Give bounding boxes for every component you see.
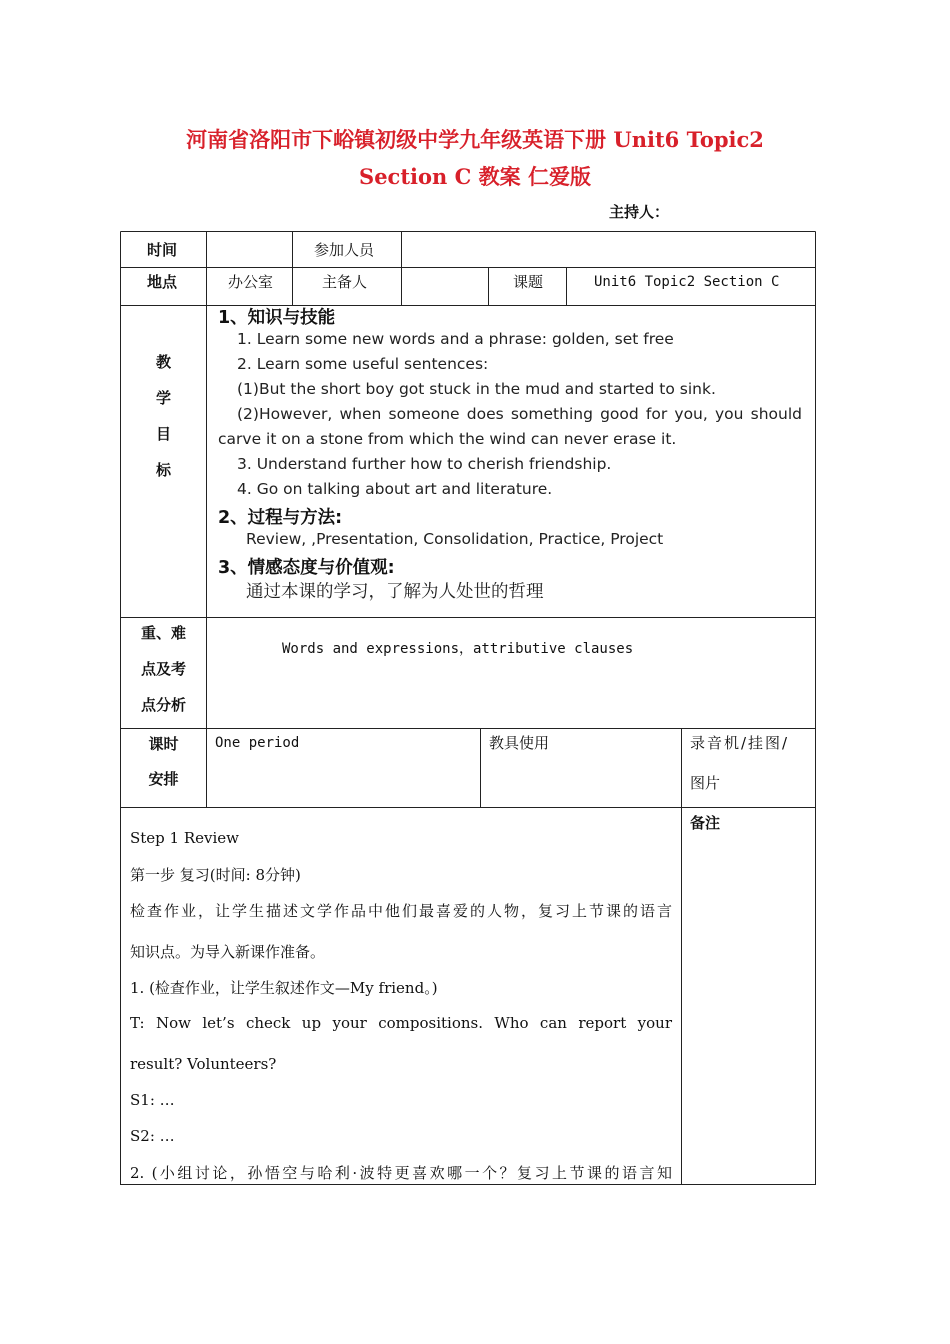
teacher-line: T: Now let’s check up your compositions. Who can report your <box>130 1014 672 1032</box>
process-line: Review, ,Presentation, Consolidation, Practice, Project <box>246 530 664 548</box>
attitude-line: 通过本课的学习，了解为人处世的哲理 <box>246 582 544 602</box>
objective-line: (2)However, when someone does something good for you, you should <box>237 405 802 423</box>
objectives-label-char: 目 <box>155 425 171 443</box>
tools-value-line: 图片 <box>690 774 721 792</box>
attitude-heading: 3、情感态度与价值观: <box>218 558 395 578</box>
objectives-label-char: 学 <box>155 389 171 407</box>
objective-line: 4. Go on talking about art and literature. <box>237 480 553 498</box>
place-value: 办公室 <box>228 273 274 291</box>
title-line-1: 河南省洛阳市下峪镇初级中学九年级英语下册 Unit6 Topic2 <box>186 127 764 152</box>
procedure-line: 知识点。为导入新课作准备。 <box>130 943 326 961</box>
teacher-line-cont: result? Volunteers? <box>130 1055 277 1073</box>
objective-line: (1)But the short boy got stuck in the mud and started to sink. <box>237 380 716 398</box>
step1-cn-heading: 第一步 复习(时间: 8分钟) <box>130 866 301 884</box>
student-line: S2: … <box>130 1127 175 1145</box>
place-label: 地点 <box>147 273 178 291</box>
step1-heading: Step 1 Review <box>130 829 240 847</box>
keypoints-label-line: 点及考 <box>140 660 186 678</box>
topic-value: Unit6 Topic2 Section C <box>594 274 780 290</box>
objectives-label-char: 教 <box>155 353 171 371</box>
title-line-2: Section C 教案 仁爱版 <box>359 164 591 189</box>
host-label: 主持人： <box>609 203 670 221</box>
knowledge-heading: 1、知识与技能 <box>218 308 336 328</box>
keypoints-label-line: 重、难 <box>140 624 186 642</box>
procedure-line: 检查作业，让学生描述文学作品中他们最喜爱的人物，复习上节课的语言 <box>130 902 672 920</box>
objective-line: 1. Learn some new words and a phrase: golden, set free <box>237 330 674 348</box>
lead-preparer-label: 主备人 <box>322 273 368 291</box>
objective-line: 3. Understand further how to cherish friendship. <box>237 455 612 473</box>
procedure-item-2: 2. (小组讨论，孙悟空与哈利·波特更喜欢哪一个？复习上节课的语言知 <box>130 1164 672 1182</box>
keypoints-value: Words and expressions，attributive clauses <box>282 641 634 657</box>
objective-line: 2. Learn some useful sentences: <box>237 355 489 373</box>
topic-label: 课题 <box>513 273 544 291</box>
keypoints-label-line: 点分析 <box>140 696 186 714</box>
procedure-item-1: 1. (检查作业，让学生叙述作文—My friend。) <box>130 979 438 997</box>
schedule-label-line: 课时 <box>148 735 179 753</box>
objective-line: carve it on a stone from which the wind can never erase it. <box>218 430 677 448</box>
objectives-label-char: 标 <box>155 461 171 479</box>
tools-label: 教具使用 <box>489 734 550 752</box>
schedule-label-line: 安排 <box>148 770 179 788</box>
process-heading: 2、过程与方法: <box>218 508 343 528</box>
student-line: S1: … <box>130 1091 175 1109</box>
schedule-value: One period <box>215 735 300 751</box>
participants-label: 参加人员 <box>314 241 375 259</box>
tools-value-line: 录音机/挂图/ <box>690 734 790 752</box>
notes-label: 备注 <box>690 814 721 832</box>
time-label: 时间 <box>147 241 178 259</box>
